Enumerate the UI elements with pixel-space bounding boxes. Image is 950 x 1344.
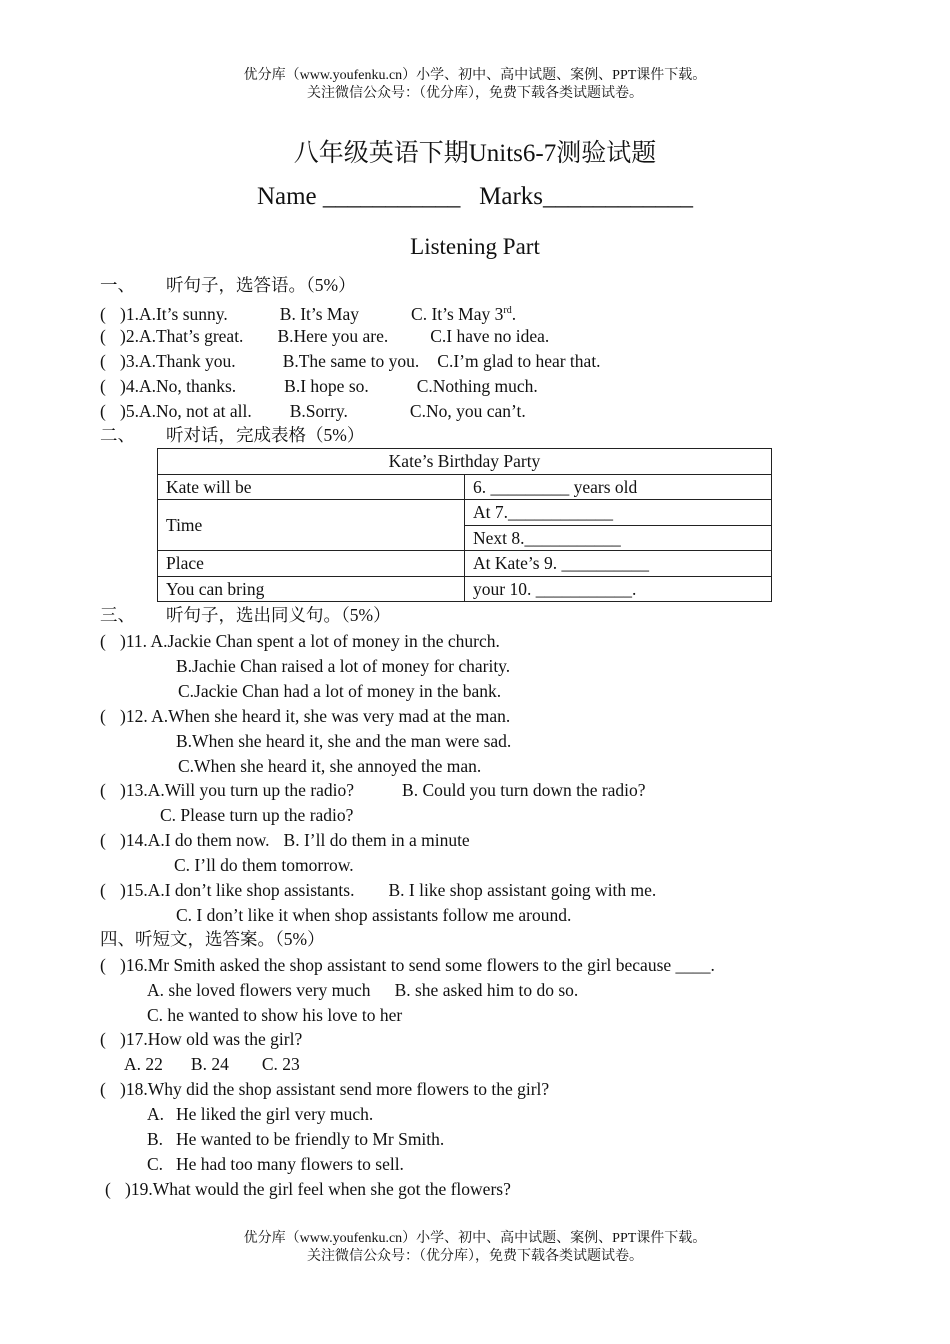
question-16	[100, 954, 715, 976]
table-cell-label: You can bring	[158, 576, 465, 602]
q13-option-c: C. Please turn up the radio?	[160, 805, 354, 825]
q18-text: )18.Why did the shop assistant send more flowers to the girl?	[120, 1079, 550, 1099]
page-title: 八年级英语下期Units6-7测验试题	[293, 140, 657, 167]
q11-option-c: C.Jackie Chan had a lot of money in the bank.	[178, 681, 502, 701]
footer-line-2: 关注微信公众号：（优分库），免费下载各类试题试卷。	[307, 1249, 643, 1264]
q3-option-b: B.The same to you.	[282, 351, 420, 371]
q18-option-b-letter: B.	[147, 1129, 164, 1149]
header-line-1: 优分库（www.youfenku.cn）小学、初中、高中试题、案例、PPT课件下载。	[243, 68, 707, 83]
q5-option-c: C.No, you can’t.	[409, 401, 526, 421]
q15-option-b: B. I like shop assistant going with me.	[388, 880, 657, 900]
q17-option-a: A. 22	[124, 1054, 163, 1074]
table-cell-label: Time	[158, 500, 465, 551]
answer-paren: (	[100, 631, 106, 651]
section1-heading	[100, 274, 356, 296]
name-field: Name ___________	[256, 183, 461, 210]
q12-option-a: )12. A.When she heard it, she was very mad at the man.	[120, 706, 511, 726]
table-cell-blank-10: your 10. ___________.	[465, 576, 772, 602]
footer-line-1: 优分库（www.youfenku.cn）小学、初中、高中试题、案例、PPT课件下载。	[243, 1231, 707, 1246]
question-19	[105, 1178, 511, 1200]
table-cell-blank-7: At 7.____________	[465, 500, 772, 526]
answer-paren: (	[100, 1079, 106, 1099]
answer-paren: (	[100, 401, 106, 421]
question-4	[100, 375, 538, 397]
q18-option-b-text: He wanted to be friendly to Mr Smith.	[176, 1129, 445, 1149]
q12-option-c: C.When she heard it, she annoyed the man.	[178, 756, 482, 776]
q17-option-c: C. 23	[261, 1054, 300, 1074]
q11-option-b: B.Jachie Chan raised a lot of money for charity.	[176, 656, 511, 676]
q2-option-c: C.I have no idea.	[430, 326, 550, 346]
q15-option-c: C. I don’t like it when shop assistants follow me around.	[176, 905, 572, 925]
q16-text: )16.Mr Smith asked the shop assistant to send some flowers to the girl because ____.	[120, 955, 715, 975]
answer-paren: (	[100, 351, 106, 371]
q11-option-a: )11. A.Jackie Chan spent a lot of money in the church.	[120, 631, 500, 651]
section3-number: 三、	[100, 605, 135, 625]
answer-paren: (	[100, 326, 106, 346]
section4-title: 四、听短文，选答案。（5%）	[100, 929, 325, 949]
q15-option-a: )15.A.I don’t like shop assistants.	[120, 880, 355, 900]
q4-option-a: )4.A.No, thanks.	[120, 376, 237, 396]
q4-option-b: B.I hope so.	[284, 376, 369, 396]
q13-option-b: B. Could you turn down the radio?	[402, 780, 646, 800]
q5-option-a: )5.A.No, not at all.	[120, 401, 252, 421]
section2-title: 听对话，完成表格（5%）	[166, 425, 365, 445]
q13-option-a: )13.A.Will you turn up the radio?	[120, 780, 355, 800]
q1-option-a: )1.A.It’s sunny.	[120, 303, 228, 324]
answer-paren: (	[105, 1179, 111, 1199]
marks-field: Marks____________	[479, 183, 694, 210]
header-line-2: 关注微信公众号：（优分库），免费下载各类试题试卷。	[307, 86, 643, 101]
q3-option-a: )3.A.Thank you.	[120, 351, 236, 371]
question-18	[100, 1078, 549, 1100]
q2-option-a: )2.A.That’s great.	[120, 326, 244, 346]
answer-paren: (	[100, 880, 106, 900]
answer-paren: (	[100, 376, 106, 396]
q4-option-c: C.Nothing much.	[416, 376, 538, 396]
answer-paren: (	[100, 303, 106, 324]
question-2	[100, 325, 549, 347]
table-title: Kate’s Birthday Party	[158, 449, 772, 475]
q1-superscript: rd	[503, 305, 512, 316]
table-cell-blank-8: Next 8.___________	[465, 525, 772, 551]
q18-option-a-letter: A.	[147, 1104, 165, 1124]
question-13	[100, 779, 646, 801]
q14-option-b: B. I’ll do them in a minute	[283, 830, 470, 850]
q2-option-b: B.Here you are.	[277, 326, 389, 346]
q19-text: )19.What would the girl feel when she got the flowers?	[125, 1179, 511, 1199]
birthday-party-table	[157, 448, 772, 602]
section3-heading	[100, 604, 391, 626]
section1-title: 听句子，选答语。（5%）	[166, 275, 356, 295]
section1-number: 一、	[100, 275, 135, 295]
question-14	[100, 829, 470, 851]
table-cell-label: Place	[158, 551, 465, 577]
q16-options-row	[147, 979, 578, 1001]
table-cell-label: Kate will be	[158, 474, 465, 500]
answer-paren: (	[100, 830, 106, 850]
question-11	[100, 630, 500, 652]
question-15	[100, 879, 656, 901]
answer-paren: (	[100, 780, 106, 800]
table-cell-blank-9: At Kate’s 9. __________	[465, 551, 772, 577]
question-5	[100, 400, 526, 422]
q12-option-b: B.When she heard it, she and the man were sad.	[176, 731, 512, 751]
q3-option-c: C.I’m glad to hear that.	[437, 351, 601, 371]
part-title: Listening Part	[410, 234, 540, 259]
q14-option-c: C. I’ll do them tomorrow.	[174, 855, 354, 875]
name-marks-row	[0, 183, 950, 211]
q17-text: )17.How old was the girl?	[120, 1029, 303, 1049]
q5-option-b: B.Sorry.	[289, 401, 348, 421]
q18-option-c-letter: C.	[147, 1154, 164, 1174]
q14-option-a: )14.A.I do them now.	[120, 830, 270, 850]
q16-option-a: A. she loved flowers very much	[147, 980, 371, 1000]
q1-option-b: B. It’s May	[279, 303, 360, 324]
q18-option-b	[147, 1128, 444, 1150]
q17-option-b: B. 24	[190, 1054, 229, 1074]
section2-number: 二、	[100, 425, 135, 445]
section2-heading	[100, 424, 364, 446]
section3-title: 听句子，选出同义句。（5%）	[166, 605, 391, 625]
question-1	[100, 300, 516, 325]
answer-paren: (	[100, 1029, 106, 1049]
q17-options-row	[124, 1053, 300, 1075]
question-3	[100, 350, 601, 372]
table-cell-blank-6: 6. _________ years old	[465, 474, 772, 500]
question-12	[100, 705, 510, 727]
q1-period: .	[511, 303, 517, 324]
q18-option-c	[147, 1153, 404, 1175]
question-17	[100, 1028, 302, 1050]
q16-option-c: C. he wanted to show his love to her	[147, 1005, 403, 1025]
answer-paren: (	[100, 706, 106, 726]
answer-paren: (	[100, 955, 106, 975]
q18-option-c-text: He had too many flowers to sell.	[176, 1154, 404, 1174]
q18-option-a-text: He liked the girl very much.	[176, 1104, 374, 1124]
q16-option-b: B. she asked him to do so.	[394, 980, 579, 1000]
q18-option-a	[147, 1103, 373, 1125]
q1-option-c: C. It’s May 3	[411, 303, 504, 324]
